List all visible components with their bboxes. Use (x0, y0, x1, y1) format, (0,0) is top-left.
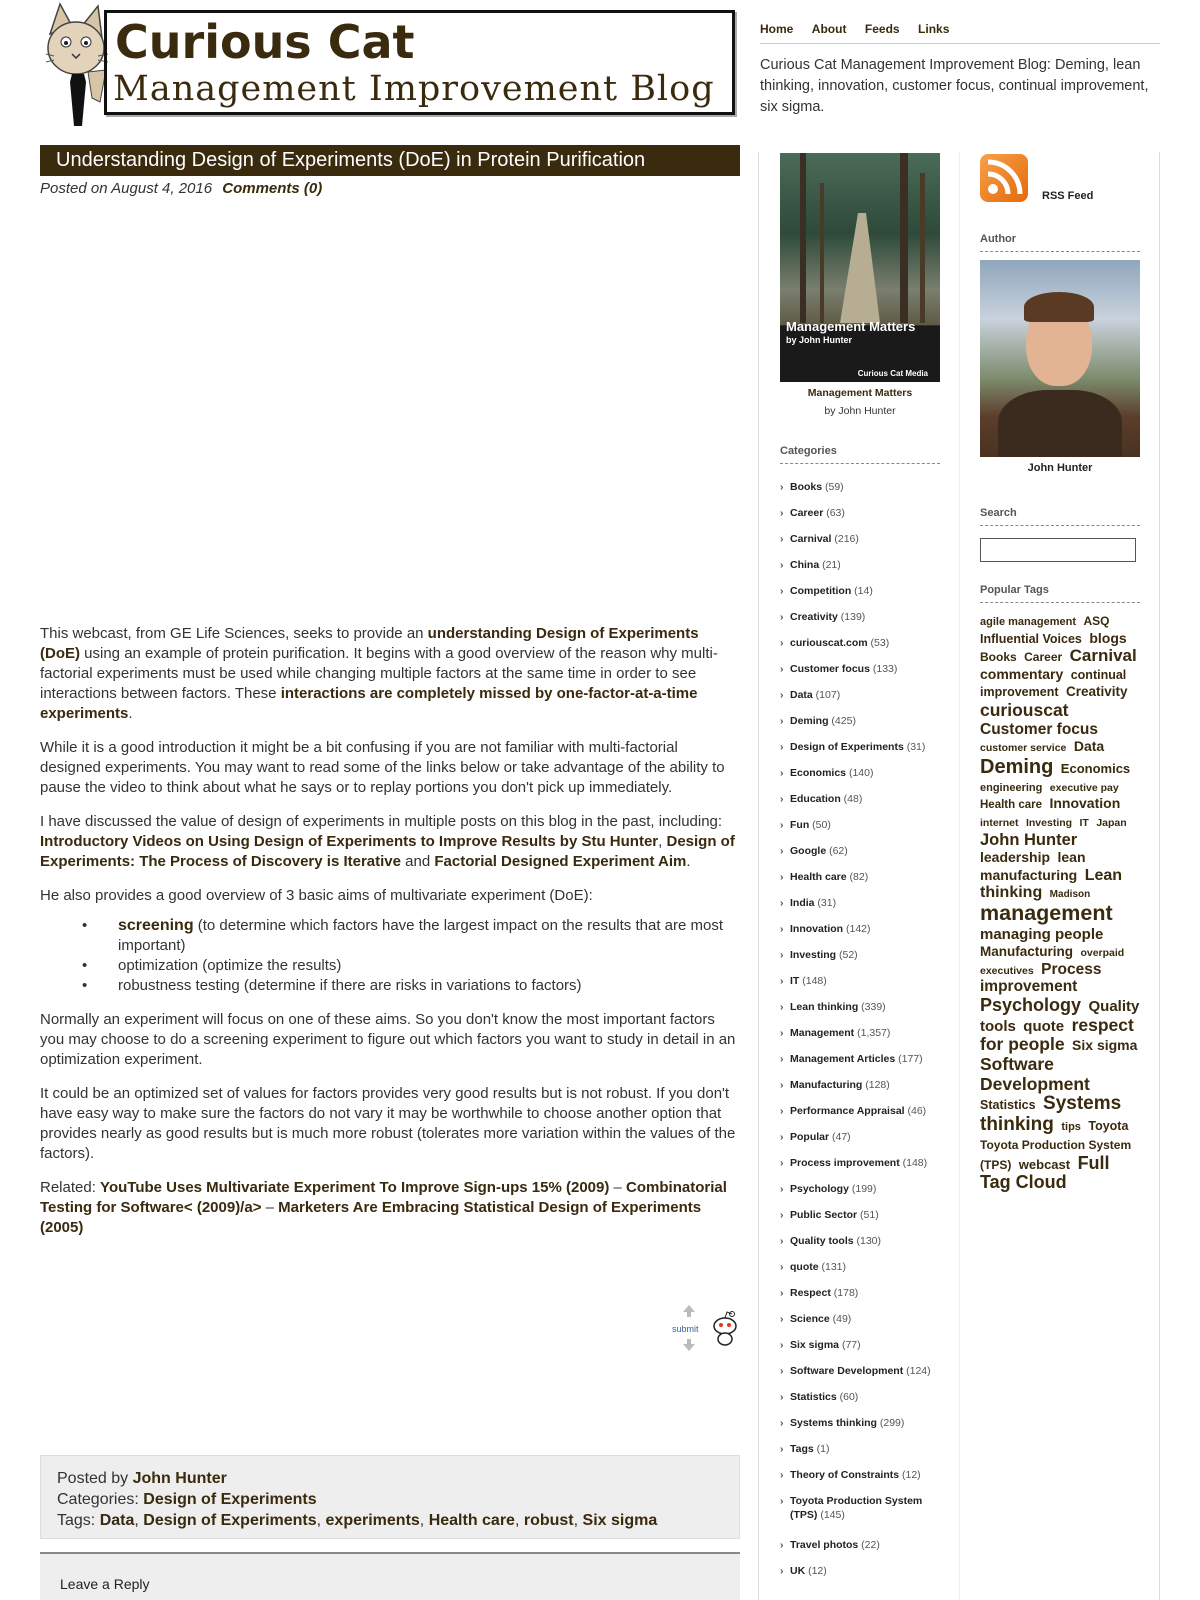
category-count: (31) (814, 897, 837, 909)
category-item[interactable] (780, 1182, 945, 1208)
tag-cloud-link[interactable]: Toyota Production System (TPS) (980, 1137, 1132, 1172)
tag-cloud-link[interactable]: agile management (980, 616, 1076, 628)
category-item[interactable] (780, 1364, 945, 1390)
category-count: (50) (809, 819, 831, 831)
nav-home[interactable]: Home (760, 22, 794, 36)
tag-cloud-link[interactable]: John Hunter (980, 830, 1078, 849)
tag-link[interactable]: experiments (325, 1512, 420, 1529)
category-item[interactable] (780, 948, 945, 974)
category-item[interactable] (780, 844, 945, 870)
category-name[interactable]: UK (790, 1565, 806, 1577)
category-item[interactable] (780, 1234, 945, 1260)
category-name[interactable]: Health care (790, 871, 847, 883)
tag-cloud-link[interactable]: Lean thinking (980, 866, 1123, 902)
category-name[interactable]: Books (790, 481, 823, 493)
category-item[interactable] (780, 1390, 945, 1416)
category-item[interactable] (780, 818, 945, 844)
category-name[interactable]: Science (790, 1313, 830, 1325)
tag-cloud-link[interactable]: quote (1023, 1017, 1065, 1035)
category-count: (107) (812, 689, 841, 701)
tag-cloud-link[interactable]: Investing (1025, 817, 1073, 830)
list-item: • robustness testing (determine if there are risks in variations to factors) (118, 976, 740, 996)
category-count: (216) (831, 533, 859, 545)
category-count: (199) (848, 1183, 877, 1195)
aims-list (118, 916, 740, 996)
category-count: (48) (840, 793, 863, 805)
tag-link[interactable]: robust (523, 1512, 574, 1529)
tag-cloud-link[interactable]: continual improvement (980, 667, 1127, 700)
category-name[interactable]: Manufacturing (790, 1079, 863, 1091)
author-link[interactable]: John Hunter (132, 1470, 227, 1487)
category-item[interactable] (780, 506, 945, 532)
leave-reply-heading: Leave a Reply (60, 1576, 150, 1592)
category-item[interactable] (780, 610, 945, 636)
book-cover-author: by John Hunter (786, 335, 853, 345)
intro-videos-link[interactable]: Introductory Videos on Using Design of Experiments to Improve Results by Stu Hunter (40, 833, 659, 850)
category-item[interactable] (780, 974, 945, 1000)
category-item[interactable] (780, 532, 945, 558)
tag-cloud-link[interactable]: engineering (980, 781, 1043, 794)
tag-cloud-link[interactable]: Quality tools (980, 998, 1140, 1035)
tag-cloud-link[interactable]: Software Development (980, 1054, 1090, 1094)
author-name: John Hunter (1027, 462, 1093, 474)
reddit-alien-icon[interactable] (710, 1310, 740, 1346)
category-name[interactable]: Economics (790, 767, 847, 779)
post-meta (40, 180, 322, 197)
site-title[interactable]: Curious Cat (115, 15, 415, 69)
reddit-widget[interactable] (672, 1304, 742, 1354)
category-count: (177) (895, 1053, 923, 1065)
tag-cloud-link[interactable]: Influential Voices (980, 631, 1082, 646)
category-item[interactable] (780, 740, 945, 766)
tag-cloud-link[interactable]: management (980, 901, 1113, 925)
category-count: (49) (829, 1313, 852, 1325)
category-name[interactable]: Google (790, 845, 827, 857)
categories-list (780, 480, 945, 1590)
list-item: • screening (to determine which factors have the largest impact on the results that are most important) (118, 916, 740, 956)
category-count: (139) (837, 611, 866, 623)
doe-link[interactable]: understanding Design of Experiments (DoE) (40, 625, 699, 662)
category-name[interactable]: Systems thinking (790, 1417, 877, 1429)
category-name[interactable]: India (790, 897, 815, 909)
category-count: (63) (823, 507, 845, 519)
tag-link[interactable]: Six sigma (582, 1512, 658, 1529)
category-count: (46) (904, 1105, 927, 1117)
tag-cloud-link[interactable]: Economics (1060, 760, 1131, 776)
category-name[interactable]: Creativity (790, 611, 838, 623)
interactions-link[interactable]: interactions are completely missed by one-factor-at-a-time experiments (40, 685, 698, 722)
rss-icon[interactable] (980, 154, 1028, 202)
category-count: (22) (858, 1539, 880, 1551)
category-name[interactable]: Data (790, 689, 813, 701)
category-count: (51) (857, 1209, 879, 1221)
category-item[interactable] (780, 1538, 945, 1564)
category-count: (52) (836, 949, 858, 961)
category-item[interactable] (780, 1078, 945, 1104)
category-count: (1,357) (854, 1027, 891, 1039)
paragraph: While it is a good introduction it might be a bit confusing if you are not familiar with multi-factorial designed experiments. You may want to read some of the links below or take advantage of the ability to pause the video to think about what he says or to replay portions you don't pick up immediately. (40, 739, 725, 796)
leave-reply-section (40, 1552, 740, 1600)
category-count: (21) (819, 559, 841, 571)
search-input[interactable] (980, 538, 1136, 562)
category-name[interactable]: Investing (790, 949, 837, 961)
category-name[interactable]: IT (790, 975, 800, 987)
category-item[interactable] (780, 1494, 945, 1538)
category-name[interactable]: Customer focus (790, 663, 870, 675)
category-count: (12) (899, 1469, 921, 1481)
category-name[interactable]: Fun (790, 819, 810, 831)
tag-cloud-link[interactable]: blogs (1089, 629, 1127, 646)
category-name[interactable]: Deming (790, 715, 829, 727)
tag-cloud-link[interactable]: curiouscat (980, 700, 1069, 721)
popular-tags-heading: Popular Tags (980, 584, 1140, 603)
upvote-arrow-icon[interactable] (682, 1304, 696, 1318)
tag-cloud-link[interactable]: internet (980, 817, 1019, 830)
book-cover-image[interactable] (780, 153, 940, 382)
tag-link[interactable]: Data (99, 1512, 135, 1529)
category-count: (148) (799, 975, 827, 987)
tag-cloud-link[interactable]: respect for people (980, 1014, 1134, 1055)
tag-cloud-link[interactable]: Process improvement (980, 960, 1102, 996)
category-count: (124) (903, 1365, 931, 1377)
post-title[interactable]: Understanding Design of Experiments (DoE) in Protein Purification (40, 145, 740, 176)
top-nav (760, 20, 1160, 44)
category-count: (128) (862, 1079, 890, 1091)
category-name[interactable]: Statistics (790, 1391, 837, 1403)
screening-link[interactable]: screening (118, 917, 194, 934)
tag-cloud-link[interactable]: Customer focus (980, 720, 1098, 738)
category-item[interactable] (780, 662, 945, 688)
tag-cloud-link[interactable]: overpaid executives (980, 947, 1125, 977)
category-name[interactable]: Psychology (790, 1183, 849, 1195)
book-caption-author: by John Hunter (824, 405, 896, 417)
forest-path-icon (780, 153, 940, 323)
tag-cloud-link[interactable]: Toyota (1088, 1119, 1129, 1134)
sidebar-divider (959, 152, 960, 1600)
site-subtitle: Management Improvement Blog (113, 69, 715, 109)
tag-cloud-link[interactable]: customer service (980, 742, 1067, 755)
list-item: • optimization (optimize the results) (118, 956, 740, 976)
tag-cloud-link[interactable]: tips (1061, 1121, 1081, 1134)
category-count: (53) (867, 637, 890, 649)
tag-cloud-link[interactable]: Japan (1096, 817, 1127, 830)
tag-cloud-link[interactable]: Statistics (980, 1098, 1036, 1113)
paragraph: He also provides a good overview of 3 basic aims of multivariate experiment (DoE): (40, 887, 593, 904)
category-name[interactable]: Theory of Constraints (790, 1469, 900, 1481)
related-link-1[interactable]: YouTube Uses Multivariate Experiment To Improve Sign-ups 15% (2009) (100, 1179, 610, 1196)
category-item[interactable] (780, 870, 945, 896)
tag-cloud (980, 612, 1142, 1193)
category-count: (148) (899, 1157, 928, 1169)
tag-cloud-link[interactable]: Creativity (1065, 684, 1128, 700)
category-count: (47) (829, 1131, 851, 1143)
paragraph: I have discussed the value of design of experiments in multiple posts on this blog in the past, including: Introductory Videos on Using Design of Experiments to Improve Results by Stu Hunter, Design of Experiments: The Process of Discovery is Iterative and Factorial Designed Experiment Aim. (40, 813, 735, 870)
category-item[interactable] (780, 922, 945, 948)
tag-cloud-link[interactable]: IT (1079, 817, 1089, 830)
tag-cloud-link[interactable]: Health care (980, 799, 1043, 812)
book-caption (780, 384, 940, 420)
category-item[interactable] (780, 896, 945, 922)
category-name[interactable]: Performance Appraisal (790, 1105, 905, 1117)
category-count: (142) (843, 923, 871, 935)
category-count: (14) (851, 585, 873, 597)
category-count: (59) (822, 481, 844, 493)
tag-cloud-link[interactable]: Madison (1049, 889, 1091, 901)
category-name[interactable]: Six sigma (790, 1339, 840, 1351)
category-count: (299) (876, 1417, 905, 1429)
category-name[interactable]: Software Development (790, 1365, 904, 1377)
category-item[interactable] (780, 1442, 945, 1468)
category-count: (425) (828, 715, 856, 727)
tag-cloud-link[interactable]: webcast (1018, 1156, 1071, 1172)
related-link-3[interactable]: Marketers Are Embracing Statistical Design of Experiments (2005) (40, 1199, 702, 1236)
category-name[interactable]: Design of Experiments (790, 741, 904, 753)
tag-link[interactable]: Health care (428, 1512, 515, 1529)
category-name[interactable]: Carnival (790, 533, 832, 545)
tag-cloud-link[interactable]: Career (1024, 650, 1063, 665)
reddit-submit-link[interactable]: submit (672, 1324, 699, 1334)
book-cover-title: Management Matters (786, 319, 916, 334)
category-item[interactable] (780, 1000, 945, 1026)
category-count: (12) (805, 1565, 827, 1577)
tag-cloud-link[interactable]: Full Tag Cloud (980, 1152, 1110, 1193)
category-name[interactable]: Career (790, 507, 824, 519)
category-name[interactable]: Innovation (790, 923, 844, 935)
category-item[interactable] (780, 558, 945, 584)
category-count: (133) (869, 663, 898, 675)
book-cover-publisher: Curious Cat Media (857, 369, 928, 378)
paragraph: Normally an experiment will focus on one of these aims. So you don't know the most important factors you may choose to do a screening experiment to figure out which factors you want to study in detail in an optimization experiment. (40, 1011, 736, 1068)
category-item[interactable] (780, 1052, 945, 1078)
category-item[interactable] (780, 1286, 945, 1312)
category-name[interactable]: Process improvement (790, 1157, 900, 1169)
category-item[interactable] (780, 1564, 945, 1590)
category-count: (131) (818, 1261, 847, 1273)
category-count: (60) (836, 1391, 859, 1403)
category-item[interactable] (780, 636, 945, 662)
related-links: Related: YouTube Uses Multivariate Experiment To Improve Sign-ups 15% (2009) – Combinatorial Testing for Software< (2009)/a> – Marketers Are Embracing Statistical Design of Experiments (2005) (40, 1179, 727, 1236)
category-name[interactable]: Quality tools (790, 1235, 854, 1247)
category-count: (31) (903, 741, 926, 753)
post-footer: Posted by John Hunter Categories: Design of Experiments Tags: Data, Design of Experiments, experiments, Health care, robust, Six sigma (40, 1455, 740, 1539)
tag-cloud-link[interactable]: managing people (980, 925, 1104, 943)
category-count: (62) (826, 845, 848, 857)
category-item[interactable] (780, 792, 945, 818)
post-date: Posted on August 4, 2016 (40, 180, 213, 197)
category-item[interactable] (780, 1312, 945, 1338)
paragraph: This webcast, from GE Life Sciences, seeks to provide an understanding Design of Experiments (DoE) using an example of protein purification. It begins with a good overview of the reason why multi-factorial experiments must be used while changing multiple factors at the same time in order to see interactions between factors. These interactions are completely missed by one-factor-at-a-time experiments. (40, 625, 718, 722)
category-item[interactable] (780, 1130, 945, 1156)
nav-links[interactable]: Links (918, 22, 950, 36)
nav-about[interactable]: About (811, 22, 847, 36)
book-caption-title[interactable]: Management Matters (807, 387, 913, 399)
category-count: (82) (846, 871, 869, 883)
category-item[interactable] (780, 584, 945, 610)
rss-feed-link[interactable]: RSS Feed (1042, 190, 1094, 202)
tag-cloud-link[interactable]: executive pay (1049, 781, 1119, 794)
search-heading: Search (980, 507, 1140, 526)
category-item[interactable] (780, 1104, 945, 1130)
category-item[interactable] (780, 1208, 945, 1234)
category-name[interactable]: curiouscat.com (790, 637, 868, 649)
factorial-aim-link[interactable]: Factorial Designed Experiment Aim (434, 853, 687, 870)
category-item[interactable] (780, 1026, 945, 1052)
category-item[interactable] (780, 688, 945, 714)
category-count: (339) (858, 1001, 886, 1013)
category-name[interactable]: Popular (790, 1131, 830, 1143)
category-count: (140) (846, 767, 874, 779)
category-item[interactable] (780, 1338, 945, 1364)
category-item[interactable] (780, 480, 945, 506)
tag-cloud-link[interactable]: Six sigma (1072, 1037, 1138, 1054)
category-name[interactable]: Respect (790, 1287, 831, 1299)
tag-cloud-link[interactable]: leadership (980, 849, 1051, 866)
paragraph: It could be an optimized set of values for factors provides very good results but is not robust. If you don't have easy way to make sure the factors do not vary it may be worthwhile to choose another option that provides nearly as good results but is much more robust (tolerates more variation within the values of the factors). (40, 1085, 736, 1162)
site-tagline: Curious Cat Management Improvement Blog: Deming, lean thinking, innovation, customer focus, continual improvement, six sigma. (760, 57, 1149, 115)
tag-cloud-link[interactable]: Manufacturing (980, 944, 1073, 960)
category-name[interactable]: Tags (790, 1443, 814, 1455)
category-item[interactable] (780, 714, 945, 740)
tag-cloud-link[interactable]: ASQ (1083, 614, 1110, 628)
category-item[interactable] (780, 766, 945, 792)
category-name[interactable]: Lean thinking (790, 1001, 859, 1013)
category-count: (145) (817, 1509, 845, 1521)
category-item[interactable] (780, 1260, 945, 1286)
category-name[interactable]: Management Articles (790, 1053, 896, 1065)
category-name[interactable]: China (790, 559, 820, 571)
category-item[interactable] (780, 1416, 945, 1442)
category-item[interactable] (780, 1156, 945, 1182)
category-name[interactable]: Competition (790, 585, 852, 597)
tag-cloud-link[interactable]: Innovation (1049, 795, 1121, 812)
cat-logo-icon[interactable] (44, 2, 112, 128)
related-link-2[interactable]: Combinatorial Testing for Software< (2009)/a> (40, 1179, 727, 1216)
tag-cloud-link[interactable]: Data (1073, 738, 1105, 755)
category-name[interactable]: Public Sector (790, 1209, 858, 1221)
category-count: (178) (830, 1287, 859, 1299)
category-name[interactable]: Education (790, 793, 841, 805)
categories-heading: Categories (780, 445, 940, 464)
process-discovery-link[interactable]: Design of Experiments: The Process of Discovery is Iterative (40, 833, 735, 870)
comments-link[interactable]: Comments (0) (222, 180, 323, 197)
tag-cloud-link[interactable]: lean manufacturing (980, 849, 1086, 883)
tag-cloud-link[interactable]: Psychology (980, 995, 1082, 1016)
post-body (40, 624, 740, 1252)
logo-box[interactable] (104, 10, 735, 115)
tag-cloud-link[interactable]: Deming (980, 755, 1054, 778)
category-name[interactable]: Toyota Production System (TPS) (790, 1495, 923, 1521)
category-link[interactable]: Design of Experiments (143, 1491, 317, 1508)
author-heading: Author (980, 233, 1140, 252)
category-name[interactable]: Management (790, 1027, 855, 1039)
downvote-arrow-icon[interactable] (682, 1338, 696, 1352)
tag-cloud-link[interactable]: commentary (980, 665, 1064, 682)
category-name[interactable]: Travel photos (790, 1539, 859, 1551)
category-item[interactable] (780, 1468, 945, 1494)
tag-cloud-link[interactable]: Systems thinking (980, 1093, 1122, 1136)
category-name[interactable]: quote (790, 1261, 819, 1273)
author-photo (980, 260, 1140, 457)
tag-cloud-link[interactable]: Carnival (1069, 646, 1137, 666)
category-count: (130) (853, 1235, 882, 1247)
tag-link[interactable]: Design of Experiments (143, 1512, 317, 1529)
category-count: (77) (839, 1339, 861, 1351)
tag-cloud-link[interactable]: Books (980, 650, 1017, 665)
nav-feeds[interactable]: Feeds (864, 22, 900, 36)
category-count: (1) (813, 1443, 830, 1455)
